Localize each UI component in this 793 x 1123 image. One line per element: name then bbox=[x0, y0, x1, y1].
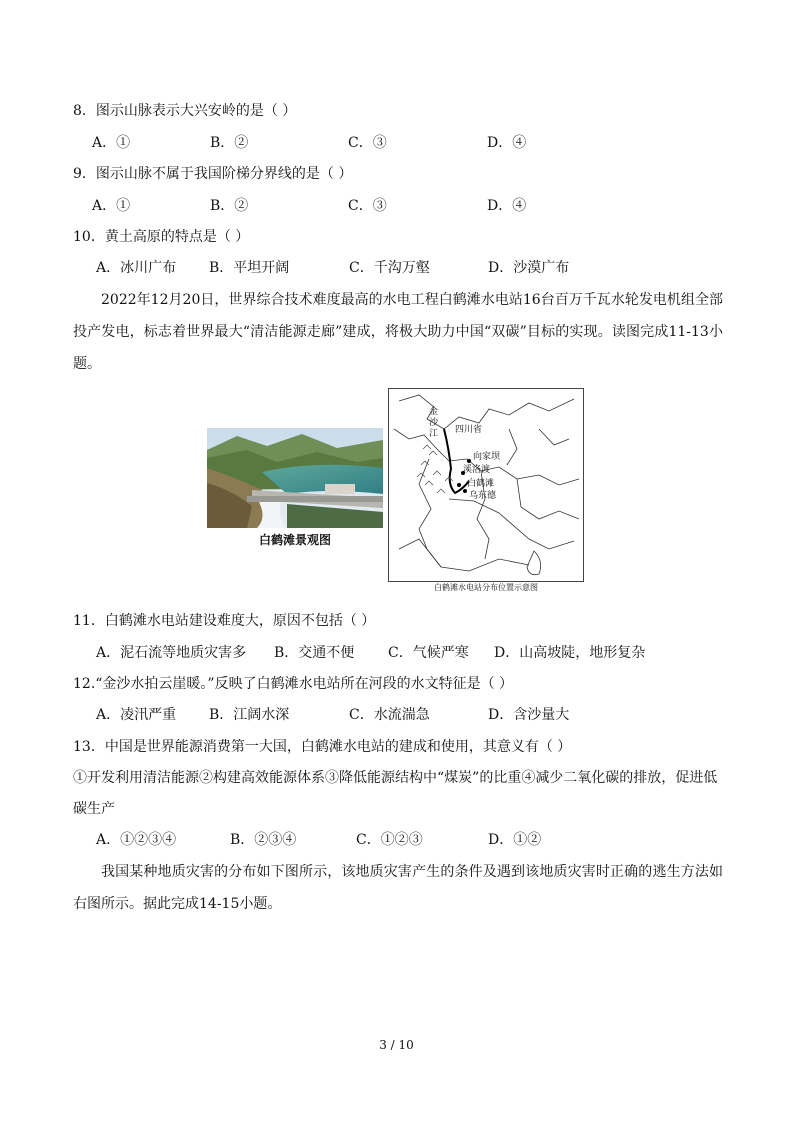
baihetan-landscape-photo bbox=[207, 428, 383, 528]
q8-option-b: B．② bbox=[210, 135, 249, 151]
q10-option-d: D．沙漠广布 bbox=[488, 260, 570, 276]
q9-option-b: B．② bbox=[210, 198, 249, 214]
q12-option-c: C．水流湍急 bbox=[349, 707, 430, 723]
q10-option-c: C．千沟万壑 bbox=[349, 260, 430, 276]
q13-statements-line1: ①开发利用清洁能源②构建高效能源体系③降低能源结构中“煤炭”的比重④减少二氧化碳的排放，促进低 bbox=[73, 770, 718, 786]
map-label-wudongde: 乌东德 bbox=[469, 491, 497, 501]
question-11-options bbox=[96, 643, 736, 663]
q12-option-d: D．含沙量大 bbox=[488, 707, 570, 723]
q13-option-b: B．②③④ bbox=[230, 832, 297, 848]
q9-option-c: C．③ bbox=[348, 198, 387, 214]
question-10-options bbox=[96, 258, 736, 278]
dam-photo-illustration bbox=[207, 428, 383, 528]
q9-option-a: A．① bbox=[92, 198, 131, 214]
passage-geological-hazard: 我国某种地质灾害的分布如下图所示，该地质灾害产生的条件及遇到该地质灾害时正确的逃生方法如右图所示。据此完成14-15小题。 bbox=[73, 864, 723, 912]
q13-statements-line2: 碳生产 bbox=[73, 801, 115, 817]
question-11-stem: 11．白鹤滩水电站建设难度大，原因不包括（ ） bbox=[73, 613, 376, 629]
map-label-province: 四川省 bbox=[455, 425, 483, 435]
baihetan-location-map bbox=[388, 388, 584, 582]
q13-option-a: A．①②③④ bbox=[96, 832, 177, 848]
page-number: 3 / 10 bbox=[379, 1038, 414, 1052]
q10-option-b: B．平坦开阔 bbox=[209, 260, 290, 276]
question-10-stem: 10．黄土高原的特点是（ ） bbox=[73, 229, 250, 245]
q11-option-d: D．山高坡陡，地形复杂 bbox=[494, 645, 646, 661]
mountain-symbols bbox=[417, 445, 453, 493]
question-12-options bbox=[96, 705, 736, 725]
map-label-xiluodu: 溪洛渡 bbox=[463, 465, 491, 475]
map-label-xiangjiaba: 向家坝 bbox=[473, 452, 501, 462]
map-label-baihetan: 白鹤滩 bbox=[467, 479, 495, 489]
q11-option-a: A．泥石流等地质灾害多 bbox=[96, 645, 247, 661]
map-caption: 白鹤滩水电站分布位置示意图 bbox=[434, 583, 538, 592]
q9-option-d: D．④ bbox=[487, 198, 527, 214]
question-12-stem: 12.“金沙水拍云崖暖。”反映了白鹤滩水电站所在河段的水文特征是（ ） bbox=[73, 676, 514, 692]
q12-option-a: A．凌汛严重 bbox=[96, 707, 177, 723]
q11-option-c: C．气候严寒 bbox=[388, 645, 469, 661]
map-label-river: 金沙江 bbox=[429, 407, 439, 439]
q13-option-c: C．①②③ bbox=[356, 832, 423, 848]
question-13-stem: 13．中国是世界能源消费第一大国，白鹤滩水电站的建成和使用，其意义有（ ） bbox=[73, 739, 572, 755]
q11-option-b: B．交通不便 bbox=[274, 645, 355, 661]
q8-option-a: A．① bbox=[92, 135, 131, 151]
q10-option-a: A．冰川广布 bbox=[96, 260, 177, 276]
passage-baihetan: 2022年12月20日，世界综合技术难度最高的水电工程白鹤滩水电站16台百万千瓦水轮发电机组全部投产发电，标志着世界最大“清洁能源走廊”建成，将极大助力中国“双碳”目标的实现。读图完成11-13小题。 bbox=[73, 292, 723, 372]
question-8-stem: 8．图示山脉表示大兴安岭的是（ ） bbox=[73, 103, 297, 119]
q13-option-d: D．①② bbox=[488, 832, 542, 848]
question-9-stem: 9．图示山脉不属于我国阶梯分界线的是（ ） bbox=[73, 166, 353, 182]
q12-option-b: B．江阔水深 bbox=[209, 707, 290, 723]
question-8-options bbox=[92, 133, 732, 153]
question-9-options bbox=[92, 196, 732, 216]
q8-option-c: C．③ bbox=[348, 135, 387, 151]
q8-option-d: D．④ bbox=[487, 135, 527, 151]
photo-caption: 白鹤滩景观图 bbox=[258, 533, 331, 547]
question-13-options bbox=[96, 830, 736, 850]
